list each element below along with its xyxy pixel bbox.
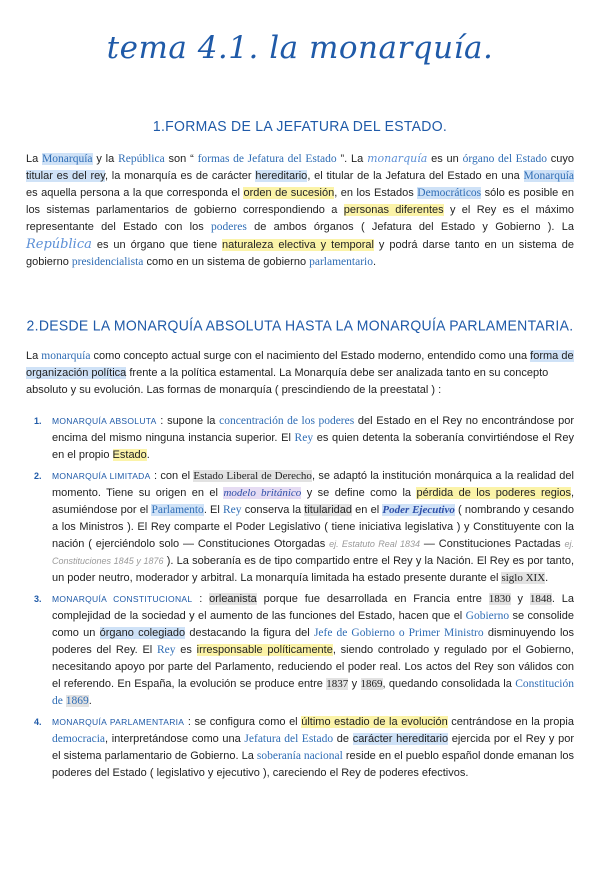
text-run: . El — [203, 504, 224, 516]
highlighted-term: titular es del rey — [26, 170, 105, 182]
text-run: reside en el pueblo español donde emanan los poderes del Estado ( legislativo y ejecutivo ), careciendo el Rey de poderes efectivos. — [52, 750, 575, 779]
text-run: en el — [352, 504, 383, 516]
text-run: frente a la política estamental. La Monarquía debe ser analizada tanto en su concepto absoluto y su evolución. Las formas de monarquía ( prescindiendo de la preestatal ) : — [26, 367, 549, 396]
highlighted-term: carácter hereditario — [352, 733, 449, 745]
example-note: ej. Constituciones 1845 y 1876 — [52, 539, 574, 566]
text-run: es un — [427, 153, 463, 165]
list-item — [26, 413, 574, 464]
highlighted-term: órgano colegiado — [99, 627, 186, 639]
text-run: ). La soberanía es de tipo compartido entre el Rey y la Nación. El Rey es por tanto, un poder neutro, moderador y arbitral. La monarquía limitada ha estado presente durante el — [52, 555, 575, 584]
key-term: Rey — [223, 504, 242, 516]
highlighted-term: Monarquía — [523, 170, 574, 182]
text-run: es aquella persona a la que corresponda el — [26, 187, 244, 199]
list-item — [26, 468, 574, 587]
text-run: ejercida por el Rey y por el sistema parlamentario de Gobierno. La — [52, 733, 574, 762]
key-term: Jefe de Gobierno o Primer Ministro — [313, 627, 484, 639]
text-run: . — [146, 449, 150, 461]
text-run: , se adaptó la institución monárquica a la realidad del momento. Tiene su origen en el — [52, 470, 574, 499]
highlighted-term: 1837 — [326, 678, 349, 690]
highlighted-term: titularidad — [304, 504, 352, 516]
text-run: , siendo controlado y regulado por el Gobierno, necesitando apoyo por parte del Parlamento, reduciendo el poder real. Los actos del Rey son válidos con el referendo. En España, la evolución se produce entre — [52, 644, 574, 690]
highlighted-term: Poder Ejecutivo — [382, 504, 455, 516]
text-run: : con el — [150, 470, 194, 482]
highlighted-term: siglo XIX — [501, 572, 546, 584]
text-run: de ambos órganos ( Jefatura del Estado y Gobierno ). La — [246, 221, 574, 233]
list-number: 3. — [34, 594, 42, 604]
key-term: concentración de los poderes — [219, 415, 355, 427]
highlighted-term: Estado Liberal de Derecho — [193, 470, 312, 482]
key-term: Rey — [294, 432, 314, 444]
text-run: ( nombrando y cesando a los Ministros ). El Rey comparte el Poder Legislativo ( tiene iniciativa legislativa ) y Constituyente con la nación ( ejerciéndolo solo — Constituciones Otorgadas — [52, 504, 574, 550]
text-run: es quien detenta la soberanía convirtiéndose el Rey en el propio — [52, 432, 574, 461]
key-term: parlamentario — [309, 256, 373, 268]
key-term: Constitución de — [52, 678, 574, 707]
key-term: soberanía nacional — [256, 750, 343, 762]
text-run: destacando la figura del — [185, 627, 314, 639]
list-number: 2. — [34, 471, 42, 481]
key-term: formas de Jefatura del Estado — [197, 153, 337, 165]
highlighted-term: pérdida de los poderes regios — [416, 487, 571, 499]
list-item-title: MONARQUÍA LIMITADA — [52, 471, 151, 481]
text-run: son “ — [164, 153, 198, 165]
text-run: : supone la — [156, 415, 220, 427]
example-note: ej. Estatuto Real 1834 — [329, 539, 421, 549]
section-1-paragraph — [26, 150, 574, 271]
text-run: y — [510, 593, 530, 605]
text-run: centrándose en la propia — [447, 716, 574, 728]
text-run: sólo es posible en los sistemas parlamentarios de gobierno correspondiendo a — [26, 187, 574, 216]
highlighted-term: último estadio de la evolución — [301, 716, 448, 728]
script-term: República — [26, 237, 92, 252]
text-run: , en los Estados — [334, 187, 418, 199]
text-run: , el titular de la Jefatura del Estado en una — [307, 170, 524, 182]
text-run: : se configura como el — [184, 716, 302, 728]
text-run: y podrá darse tanto en un sistema de gobierno — [26, 239, 574, 268]
list-number: 1. — [34, 416, 42, 426]
list-item — [26, 591, 574, 710]
highlighted-term: hereditario — [255, 170, 308, 182]
text-run: porque fue desarrollada en Francia entre — [256, 593, 489, 605]
text-run: , asumiéndose por el — [52, 487, 575, 516]
text-run: — Constituciones Pactadas — [420, 538, 565, 550]
text-run: . — [545, 572, 549, 584]
highlighted-term: orden de sucesión — [243, 187, 335, 199]
text-run: del Estado en el Rey no encontrándose por encima del mismo ninguna instancia superior. El — [52, 415, 575, 444]
highlighted-term: 1869 — [360, 678, 383, 690]
text-run: conserva la — [241, 504, 305, 516]
monarchy-forms-list — [26, 413, 574, 782]
text-run: y se define como la — [301, 487, 417, 499]
text-run: ”. La — [336, 153, 368, 165]
list-item-title: MONARQUÍA CONSTITUCIONAL — [52, 594, 193, 604]
key-term: Gobierno — [465, 610, 510, 622]
text-run: : — [192, 593, 210, 605]
highlighted-term: 1848 — [529, 593, 552, 605]
key-term: República — [118, 153, 165, 165]
text-run: La — [26, 153, 43, 165]
script-term: monarquía — [367, 152, 428, 165]
section-heading-1: 1.FORMAS DE LA JEFATURA DEL ESTADO. — [152, 117, 448, 135]
text-run: de — [333, 733, 353, 745]
highlighted-term: personas diferentes — [343, 204, 444, 216]
text-run: , la monarquía es de carácter — [104, 170, 256, 182]
key-term: órgano del Estado — [462, 153, 547, 165]
text-run: se consolide como un — [52, 610, 574, 639]
key-term: Rey — [157, 644, 176, 656]
text-run: como en un sistema de gobierno — [143, 256, 310, 268]
highlighted-term: Estado — [112, 449, 147, 461]
document-page — [0, 30, 600, 878]
highlighted-term: Democráticos — [417, 187, 482, 199]
list-item-title: MONARQUÍA ABSOLUTA — [52, 416, 157, 426]
list-number: 4. — [34, 717, 42, 727]
highlighted-term: Parlamento — [151, 504, 204, 516]
highlighted-term: Monarquía — [42, 153, 93, 165]
highlighted-term: naturaleza electiva y temporal — [222, 239, 374, 251]
text-run: cuyo — [546, 153, 575, 165]
highlighted-term: forma de organización política — [26, 350, 574, 379]
highlighted-term: orleanista — [209, 593, 257, 605]
text-run: es un órgano que tiene — [91, 239, 223, 251]
text-run: , quedando consolidada la — [382, 678, 516, 690]
section-2-paragraph — [26, 348, 574, 399]
text-run: disminuyendo los poderes del Rey. El — [52, 627, 575, 656]
text-run: . — [372, 256, 377, 268]
text-run: y — [348, 678, 361, 690]
text-run: , interpretándose como una — [105, 733, 245, 745]
key-term: presidencialista — [71, 256, 144, 268]
key-term: Jefatura del Estado — [244, 733, 334, 745]
text-run: . La complejidad de la sociedad y el aumento de las funciones del Estado, hacen que el — [52, 593, 574, 622]
key-term: monarquía — [41, 350, 91, 362]
list-item-title: MONARQUÍA PARLAMENTARIA — [52, 717, 185, 727]
key-term: democracia — [52, 733, 105, 745]
text-run: y la — [92, 153, 119, 165]
highlighted-term: modelo británico — [223, 487, 302, 499]
text-run: . — [88, 695, 92, 707]
highlighted-term: 1830 — [488, 593, 511, 605]
text-run: y el Rey es el máximo representante del Estado con los — [26, 204, 574, 233]
text-run: La — [26, 350, 42, 362]
text-run: es — [175, 644, 197, 656]
key-term: poderes — [211, 221, 247, 233]
highlighted-term: irresponsable políticamente — [196, 644, 333, 656]
section-heading-2: 2.DESDE LA MONARQUÍA ABSOLUTA HASTA LA MONARQUÍA PARLAMENTARIA. — [26, 316, 574, 334]
text-run: como concepto actual surge con el nacimiento del Estado moderno, entendido como una — [90, 350, 531, 362]
list-item — [26, 714, 574, 782]
highlighted-term: 1869 — [65, 695, 89, 707]
page-title: tema 4.1. la monarquía. — [106, 30, 494, 66]
